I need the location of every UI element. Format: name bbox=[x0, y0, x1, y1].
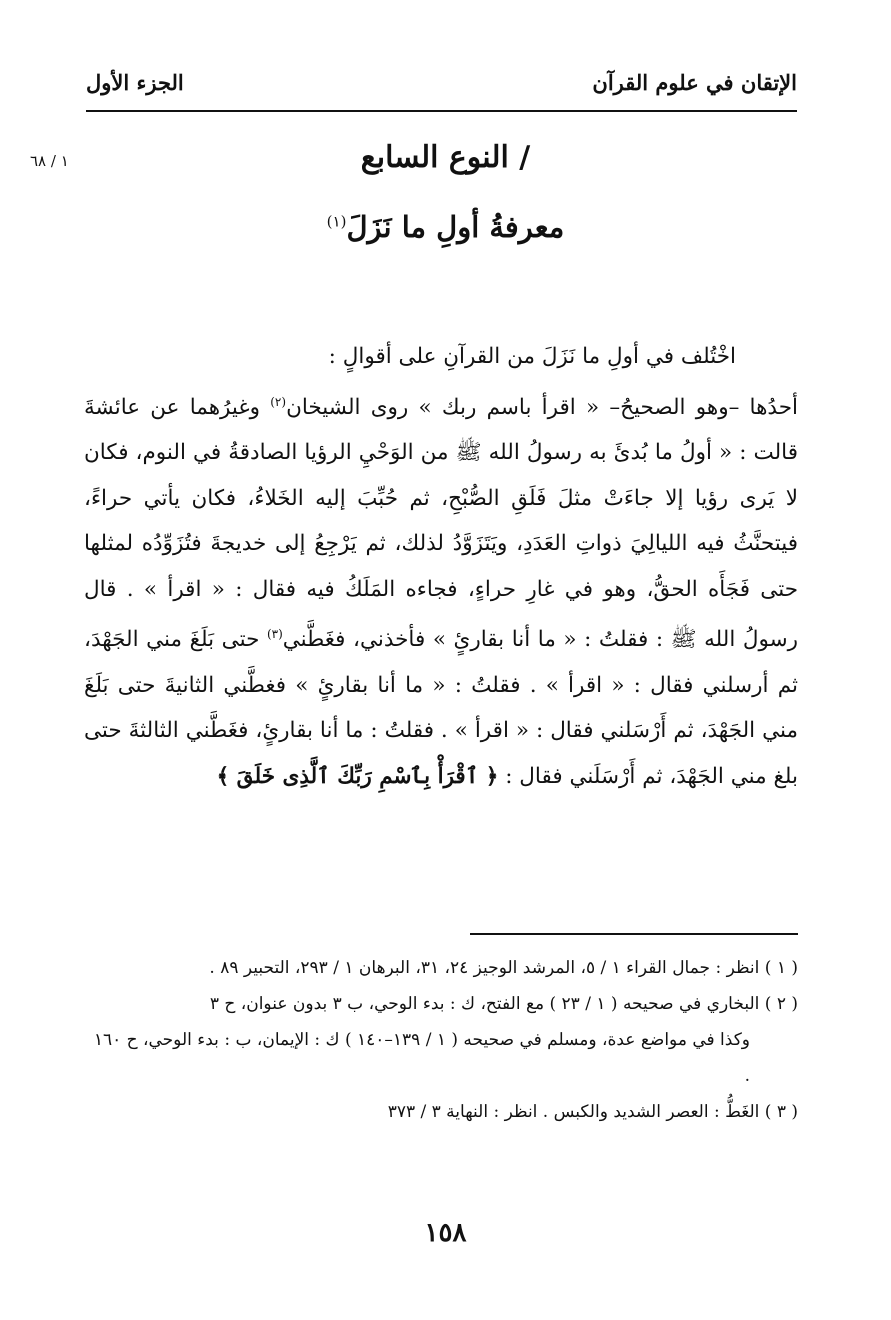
footnote-marker-2: (٢) bbox=[270, 394, 287, 409]
footnote-divider bbox=[470, 933, 798, 935]
chapter-subtitle-text: معرفةُ أولِ ما نَزَلَ bbox=[346, 210, 565, 244]
paragraph-intro: اخْتُلف في أولِ ما نَزَلَ من القرآنِ على أقوالٍ : bbox=[328, 344, 736, 369]
footnotes bbox=[84, 950, 798, 1130]
quran-verse: ﴿ ٱقْرَأْ بِٱسْمِ رَبِّكَ ٱلَّذِى خَلَقَ ﴾ bbox=[216, 763, 499, 789]
footnote-marker-3: (٣) bbox=[266, 627, 283, 642]
hadith-text-c: حتى بَلَغَ مني الجَهْدَ، ثم أرسلني فقال : « اقرأ » . فقلتُ : « ما أنا بقارئٍ » فغطَّني الثانيةَ حتى بَلَغَ مني الجَهْدَ، ثم أَرْسَلني فقال : « اقرأ » . فقلتُ : ما أنا بقارئٍ، فغَطَّني الثالثةَ حتى بلغ مني الجَهْدَ، ثم أَرْسَلَني فقال : bbox=[84, 627, 798, 789]
footnote-3: ( ٣ ) الغَطُّ : العصر الشديد والكبس . انظر : النهاية ٣ / ٣٧٣ bbox=[387, 1102, 798, 1122]
main-text bbox=[84, 334, 798, 799]
margin-reference: ١ / ٦٨ bbox=[30, 152, 69, 170]
page-number: ١٥٨ bbox=[424, 1218, 467, 1248]
running-header bbox=[86, 66, 797, 112]
hadith-text-b: وغيرُهما عن عائشةَ قالت : « أولُ ما بُدئَ به رسولُ الله ﷺ من الوَحْيِ الرؤيا الصادقةُ في النوم، فكان لا يَرى رؤيا إلا جاءَتْ مثلَ فَلَقِ الصُّبْحِ، ثم حُبِّبَ إليه الخَلاءُ، فكان يأتي حراءً، فيتحنَّثُ فيه الليالِيَ ذواتِ العَدَدِ، ويَتَزَوَّدُ لذلك، ثم يَرْجِعُ إلى خديجةَ فتُزَوِّدُه لمثلها حتى فَجَأَه الحقُّ، وهو في غارِ حراءٍ، فجاءه المَلَكُ فيه فقال : « اقرأ » . قال رسولُ الله ﷺ : فقلتُ : « ما أنا بقارئٍ » فأخذني، فغَطَّني bbox=[84, 394, 799, 653]
hadith-text-a: أحدُها –وهو الصحيحُ– « اقرأ باسم ربك » روى الشيخان bbox=[286, 394, 798, 420]
volume-label: الجزء الأول bbox=[86, 70, 184, 95]
footnote-1: ( ١ ) انظر : جمال القراء ١ / ٥، المرشد الوجيز ٢٤، ٣١، البرهان ١ / ٢٩٣، التحبير ٨٩ . bbox=[209, 958, 798, 978]
footnote-2-continued: وكذا في مواضع عدة، ومسلم في صحيحه ( ١ / ١٣٩–١٤٠ ) ك : الإيمان، ب : بدء الوحي، ح ١٦٠ . bbox=[93, 1030, 750, 1086]
chapter-title: / النوع السابع bbox=[360, 140, 531, 175]
footnote-2: ( ٢ ) البخاري في صحيحه ( ١ / ٢٣ ) مع الفتح، ك : بدء الوحي، ب ٣ بدون عنوان، ح ٣ bbox=[209, 994, 798, 1014]
chapter-subtitle bbox=[0, 210, 891, 244]
paragraph-hadith bbox=[84, 380, 798, 800]
book-title: الإتقان في علوم القرآن bbox=[592, 70, 797, 95]
footnote-marker-1: (١) bbox=[326, 212, 347, 231]
